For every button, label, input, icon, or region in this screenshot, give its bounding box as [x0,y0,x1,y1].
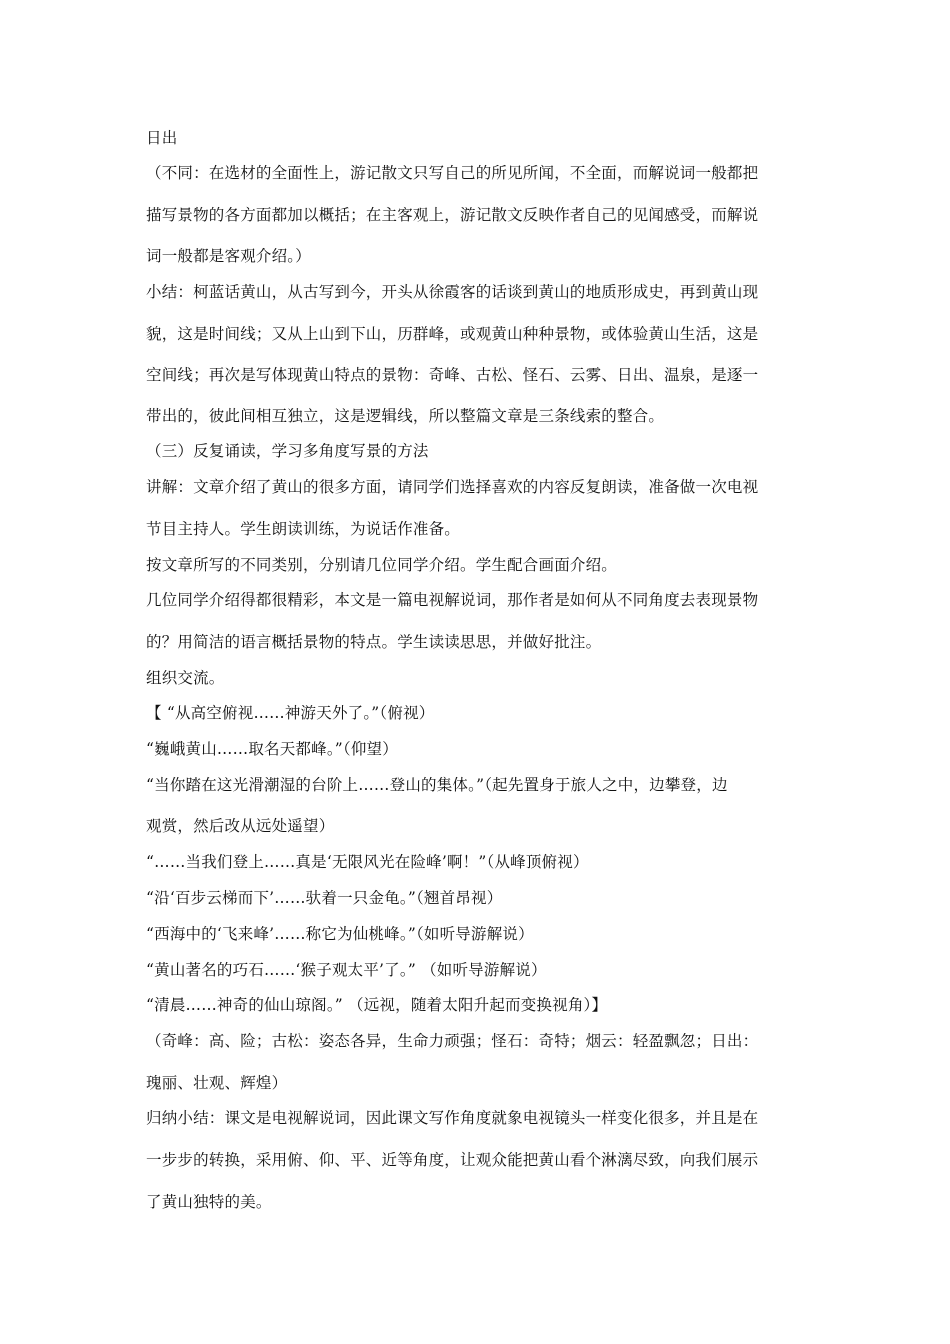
text-line: 一步步的转换，采用俯、仰、平、近等角度，让观众能把黄山看个淋漓尽致，向我们展示 [146,1151,759,1169]
text-line: 貌，这是时间线；又从上山到下山，历群峰，或观黄山种种景物，或体验黄山生活，这是 [146,325,759,343]
text-line: 的？用简洁的语言概括景物的特点。学生读读思思，并做好批注。 [146,633,602,651]
text-line: “清晨……神奇的仙山琼阁。” （远视，随着太阳升起而变换视角）】 [146,996,608,1014]
text-line: 词一般都是客观介绍。） [146,247,311,265]
text-line: 带出的，彼此间相互独立，这是逻辑线，所以整篇文章是三条线索的整合。 [146,407,665,425]
text-line: 组织交流。 [146,669,225,687]
text-line: 讲解：文章介绍了黄山的很多方面，请同学们选择喜欢的内容反复朗读，准备做一次电视 [146,478,759,496]
text-line: 按文章所写的不同类别，分别请几位同学介绍。学生配合画面介绍。 [146,556,618,574]
text-line: 观赏，然后改从远处遥望） [146,817,335,835]
text-line: 归纳小结：课文是电视解说词，因此课文写作角度就象电视镜头一样变化很多，并且是在 [146,1109,759,1127]
text-line: 空间线；再次是写体现黄山特点的景物：奇峰、古松、怪石、云雾、日出、温泉，是逐一 [146,366,759,384]
text-line: “巍峨黄山……取名天都峰。”（仰望） [146,740,398,758]
text-line: 了黄山独特的美。 [146,1193,272,1211]
text-line: 描写景物的各方面都加以概括；在主客观上，游记散文反映作者自己的见闻感受，而解说 [146,206,759,224]
text-line: 【 “从高空俯视……神游天外了。”（俯视） [146,704,435,722]
text-line: （奇峰：高、险；古松：姿态各异，生命力顽强；怪石：奇特；烟云：轻盈飘忽；日出： [146,1032,759,1050]
section-heading: （三）反复诵读，学习多角度写景的方法 [146,442,429,460]
text-line: 小结：柯蓝话黄山，从古写到今，开头从徐霞客的话谈到黄山的地质形成史，再到黄山现 [146,283,759,301]
text-line: 节目主持人。学生朗读训练，为说话作准备。 [146,520,461,538]
text-line: “西海中的‘飞来峰’……称它为仙桃峰。”（如听导游解说） [146,925,534,943]
text-line: “沿‘百步云梯而下’……驮着一只金龟。”（翘首昂视） [146,889,503,907]
text-line: “当你踏在这光滑潮湿的台阶上……登山的集体。”（起先置身于旅人之中，边攀登，边 [146,776,728,794]
text-line: 瑰丽、壮观、辉煌） [146,1074,288,1092]
text-line: 几位同学介绍得都很精彩，本文是一篇电视解说词，那作者是如何从不同角度去表现景物 [146,591,759,609]
text-line: “黄山著名的巧石……‘猴子观太平’了。” （如听导游解说） [146,961,547,979]
text-line: （不同：在选材的全面性上，游记散文只写自己的所见所闻，不全面，而解说词一般都把 [146,164,759,182]
text-line: “……当我们登上……真是‘无限风光在险峰’啊！”（从峰顶俯视） [146,853,589,871]
text-line: 日出 [146,129,178,147]
